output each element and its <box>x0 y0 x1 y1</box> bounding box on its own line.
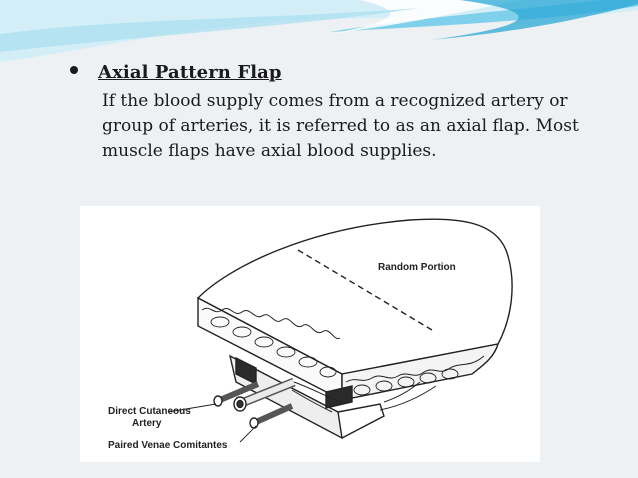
label-direct-cutaneous: Direct Cutaneous <box>108 406 191 417</box>
label-random-portion: Random Portion <box>378 262 456 273</box>
bullet-icon <box>70 66 78 74</box>
slide-content <box>70 62 610 164</box>
bullet-paragraph: If the blood supply comes from a recognized artery or group of arteries, it is referred to as an axial flap. Most muscle flaps have axial blood supplies. <box>102 91 579 161</box>
bullet-item <box>70 62 610 83</box>
bullet-heading: Axial Pattern Flap <box>98 62 282 83</box>
label-paired-venae-comitantes: Paired Venae Comitantes <box>108 440 228 451</box>
axial-flap-illustration <box>80 206 540 462</box>
label-artery: Artery <box>132 418 162 429</box>
